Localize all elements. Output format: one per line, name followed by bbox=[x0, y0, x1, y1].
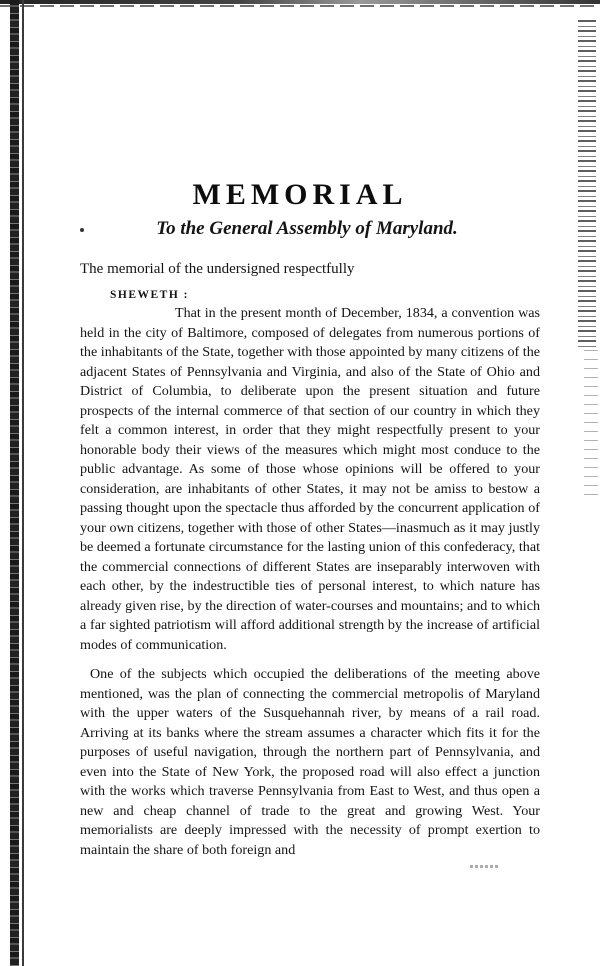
scan-top-edge-marks bbox=[0, 5, 600, 7]
scan-top-edge bbox=[0, 0, 600, 4]
memorial-intro: The memorial of the undersigned respectfully bbox=[80, 261, 355, 277]
paragraph-2: One of the subjects which occupied the deliberations of the meeting above mentioned, was the plan of connecting the commercial metropolis of Maryland with the upper waters of the Susquehannah river, by means of a rail road. Arriving at its banks where the stream assumes a character which fits it for the purposes of useful navigation, through the northern part of Pennsylvania, and even into the State of New York, the proposed road will also effect a junction with the works which traverse Pennsylvania from East to West, and thus open a new and cheap channel of trade to the great and growing West. Your memorialists are deeply impressed with the necessity of prompt exertion to maintain the share of both foreign and bbox=[80, 666, 540, 858]
scan-smudge bbox=[470, 865, 500, 868]
scan-binding-edge bbox=[10, 0, 19, 966]
scan-binding-line bbox=[22, 0, 24, 966]
paragraph-1: That in the present month of December, 1834, a convention was held in the city of Baltimore, composed of delegates from numerous portions of the inhabitants of the State, together with those appointed by many citizens of the adjacent States of Pennsylvania and Virginia, and also of the State of Ohio and District of Columbia, to deliberate upon the present situation and future prospects of the internal commerce of that section of our country in which they felt a common interest, in order that they might respectfully present to your honorable body their views of the measures which might most conduce to the public advantage. As some of those whose opinions will be offered to your consideration, are inhabitants of other States, it may not be amiss to bestow a passing thought upon the spectacle thus afforded by the concurrent application of your own citizens, together with those of other States—inasmuch as it may justly be deemed a fortunate circumstance for the lasting union of this confederacy, that the commercial connections of different States are inseparably interwoven with each other, by the indestructible ties of personal interest, to which nature has already given rise, by the direction of water-courses and mountains; and to which a far sighted patriotism will afford additional strength by the increase of artificial modes of communication. bbox=[80, 305, 540, 653]
scan-right-edge-specks bbox=[584, 350, 598, 500]
sheweth-heading: SHEWETH : bbox=[110, 289, 190, 301]
document-subtitle: To the General Assembly of Maryland. bbox=[156, 218, 458, 239]
document-title: MEMORIAL bbox=[192, 178, 408, 211]
